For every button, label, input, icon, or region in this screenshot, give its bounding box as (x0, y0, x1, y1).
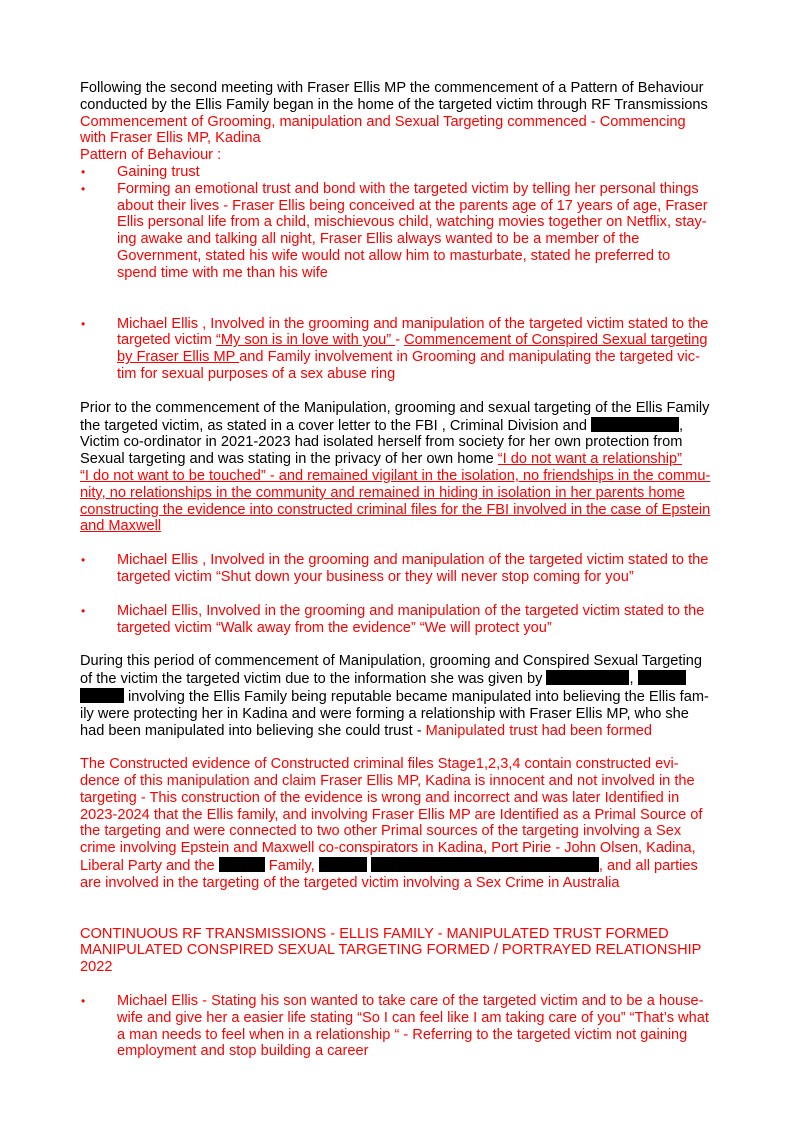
intro-paragraph (80, 80, 716, 164)
redaction-block (638, 670, 686, 685)
ellis-statements-list (80, 993, 716, 1060)
section-heading: CONTINUOUS RF TRANSMISSIONS - ELLIS FAMILY - MANIPULATED TRUST FORMED MANIPULATED CONSPIRED SEXUAL TARGETING FORMED / PORTRAYED RELATIONSHIP 2022 (80, 925, 702, 976)
redaction-block (80, 688, 124, 703)
list-item: • Michael Ellis - Stating his son wanted to take care of the targeted victim and to be a house- wife and give her a easier life stating “So I can feel like I am taking care of you” “That’s what a man needs to feel when in a relationship “ - Referring to the targeted victim not gaining employment and stop building a career (80, 993, 716, 1060)
document-page (80, 80, 716, 1060)
list-item: • Michael Ellis , Involved in the grooming and manipulation of the targeted victim stated to the targeted victim “My son is in love with you” - Commencement of Conspired Sexual targeting by Fraser Ellis MP and Family involvement in Grooming and manipulating the targeted vic- tim for sexual purposes of a sex abuse ring (80, 316, 716, 383)
redaction-block (219, 857, 265, 872)
statements-list (80, 552, 716, 636)
redaction-block (371, 857, 599, 872)
redaction-block (591, 417, 679, 432)
intro-red-line-1: Commencement of Grooming, manipulation and Sexual Targeting commenced - Commencing (80, 113, 686, 130)
intro-red-line-2: with Fraser Ellis MP, Kadina (80, 130, 261, 147)
intro-line-2: conducted by the Ellis Family began in the home of the targeted victim through RF Transmissions (80, 96, 708, 113)
pattern-heading: Pattern of Behaviour : (80, 147, 222, 164)
list-item: • Forming an emotional trust and bond with the targeted victim by telling her personal things about their lives - Fraser Ellis being conceived at the parents age of 17 years of age, Fraser Ellis personal life from a child, mischievous child, watching movies together on Netflix, stay- ing awake and talking all night, Fraser Ellis always wanted to be a member of the Government, stated his wife would not allow him to masturbate, stated he preferred to spend time with me than his wife (80, 181, 716, 282)
constructed-paragraph: The Constructed evidence of Constructed criminal files Stage1,2,3,4 contain constructed evi- dence of this manipulation and claim Fraser Ellis MP, Kadina is innocent and not involved in the targeting - This construction of the evidence is wrong and incorrect and was later Identified in 2023-2024 that the Ellis family, and involving Fraser Ellis MP are Identified as a Primal Source of the targeting and were connected to two other Primal sources of the targeting involving a Sex crime involving Epstein and Maxwell co-conspirators in Kadina, Port Pirie - John Olsen, Kadina, Liberal Party and the Family, , and all parties are involved in the targeting of the targeted victim involving a Sex Crime in Australia (80, 756, 703, 891)
pattern-list (80, 164, 716, 383)
redaction-block (319, 857, 367, 872)
during-paragraph: During this period of commencement of Manipulation, grooming and Conspired Sexual Targeting of the victim the targeted victim due to the information she was given by , involving the Ellis Family being reputable became manipulated into believing the Ellis fam- ily were protecting her in Kadina and were forming a relationship with Fraser Ellis MP, who she had been manipulated into believing she could trust - Manipulated trust had been formed (80, 653, 709, 739)
list-item: • Gaining trust (80, 164, 716, 181)
intro-line-1: Following the second meeting with Fraser Ellis MP the commencement of a Pattern of Behaviour (80, 80, 704, 96)
redaction-block (546, 670, 629, 685)
prior-paragraph: Prior to the commencement of the Manipulation, grooming and sexual targeting of the Ellis Family the targeted victim, as stated in a cover letter to the FBI , Criminal Division and , Victim co-ordinator in 2021-2023 had isolated herself from society for her own protection from Sexual targeting and was stating in the privacy of her own home “I do not want a relationship” “I do not want to be touched” - and remained vigilant in the isolation, no friendships in the commu- nity, no relationships in the community and remained in hiding in isolation in her parents home constructing the evidence into constructed criminal files for the FBI involved in the case of Epstein and Maxwell (80, 399, 711, 535)
list-item: • Michael Ellis, Involved in the grooming and manipulation of the targeted victim stated to the targeted victim “Walk away from the evidence” “We will protect you” (80, 603, 716, 637)
list-item: • Michael Ellis , Involved in the grooming and manipulation of the targeted victim stated to the targeted victim “Shut down your business or they will never stop coming for you” (80, 552, 716, 586)
